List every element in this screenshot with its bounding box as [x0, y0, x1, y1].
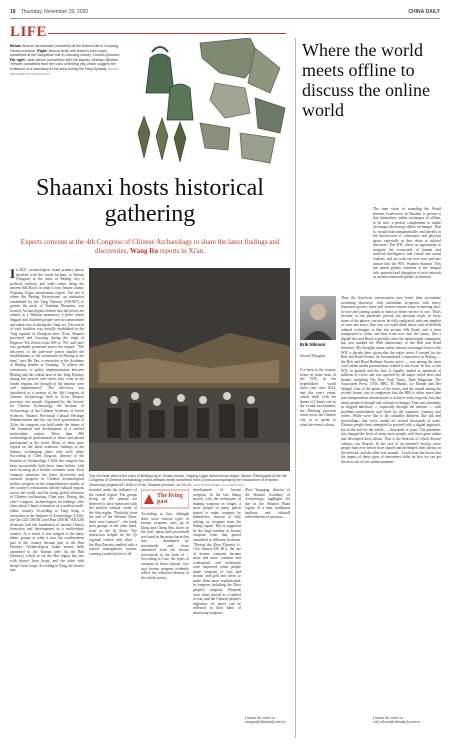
opinion-contact: Contact the writer at erik_nilsson@chinadaily.com.cn — [373, 716, 421, 725]
deck-text: Experts convene at the 4th Congress of Chinese Archaeology to share the latest findings and discoveries, — [20, 238, 280, 255]
article-headline: Shaanxi hosts historical gathering — [36, 175, 264, 227]
section-title: LIFE — [10, 24, 48, 40]
section-rule — [48, 33, 286, 34]
author-column-name: Second Thoughts — [300, 354, 325, 358]
article-column-2: revealed under the influence of the central region. The groups living on the plateau are believed to have interacted with the sinified cultural center of the Shu region. "Probably from the end of the Western Zhou, there were contacts"... the lands such groups, in the other hand, lived at the Qi River, The interaction helped tie the Qi regional culture with other ... the Han Dynasty enabled with a central management system, creating a unified state of all. — [89, 488, 137, 556]
caption-label-right: Right: — [37, 48, 48, 53]
jade-pieces-icon — [200, 38, 285, 163]
caption-label-below: Below: — [10, 44, 22, 48]
page-number: 18 — [10, 9, 16, 15]
artifact-caption — [10, 44, 122, 76]
living-past-label: The living past — [157, 493, 183, 505]
caption-text-far-right: Jade pieces (unearthed with the swords Jiezhao) (Bintian Temple) unearthed from the ruins of Beiting city, which suggest the existence of a sanctuary in the area during the Tang Dynasty. — [10, 57, 118, 71]
opinion-headline: Where the world meets offline to discuss the online world — [302, 40, 430, 120]
photo-caption — [89, 474, 289, 487]
column-divider — [295, 38, 296, 738]
deck-suffix: reports in Xi'an. — [159, 247, 205, 255]
issue-date: Thursday, November 19, 2020 — [20, 9, 89, 15]
opinion-left-text: I've been to the country fronts in some form of the WIC in the hyperlinked world every year since 2014, and this year's event, which dealt with the theme of China's role in the virtual environment, the Zhejiang province resort town, the Chinese city, so to speak, to what the event is about. — [300, 368, 336, 427]
photo-caption-text: Top: An Eshe view of the ruins of Beiting city in Jimsar county, Xinjiang Uygur autonomous region. Above: Participants of the 4th Congress of Chinese Archaeology check artifacts newly unearthed from a tomb accompanying the mausoleum of Emperor Zhaozong (reigned 627-649) in Xi'an, Shaanxi province, on Oct 21. — [89, 474, 287, 487]
caption-text-below: Bronze arrowheads unearthed at the Bolinui site in Luoyang, Henan province. — [10, 44, 120, 53]
article-column-3: According to Guo, although there were various types of bronze weapons, axes, ge in Dong and Cheng Shu, those on the rival, spears and arrowheads are found in the major basin that they ... dominated by arrowheads, and those unearthed from the bronze arrowheads in the form of ... According to Guo, the types of weapons in those regions. Guo says bronze weapons evidently reflect the collective identity of the whole society. — [141, 512, 189, 580]
author-name: Erik Nilsson — [300, 342, 326, 347]
masthead: CHINA DAILY — [408, 9, 440, 15]
bronze-bells-icon — [146, 47, 193, 120]
artifacts-photo — [130, 38, 290, 168]
caption-credit: PHOTO PROVIDED TO CHINA DAILY — [10, 66, 119, 76]
article-column-1 — [10, 268, 84, 728]
author-avatar — [300, 296, 336, 340]
opinion-intro: The time value of attending the World Internet Conference in Wuzhen is proven is that themselves online exchanges of offline, to be sure, a perfect complement to online exchanges discussing offline exchanges. That is, virtual both metaphorically and literally at the intersection of cyberspace and physical space, especially as they relate to cultural discourse. The WIC offers us opportunity to navigate the crossroads of human and artificial intelligence, and virtual and actual realities, and are with our own eyes and ears unsure that the WIC Wuzhen Summit. This has meant greater attention to the integral role, potential and disruption of such network as an interconnected global civilization. — [373, 207, 441, 280]
article-column-5: Zhao Yangqing, director of the Shaanxi Academy of Archaeology, highlights the site in the Shaanxi Huan region. At a time, traditional (military and cultural) achievements of previous ... — [245, 488, 290, 520]
bronze-arrowheads-icon — [138, 116, 186, 162]
photo-caption-credit: PHOTO PROVIDED TO CHINA DAILY — [193, 482, 245, 487]
header-rule — [10, 18, 440, 19]
column-1-text: n 2021, archaeologists found primary pieces (marked with the words ba-han), at Beitian (Ningxia) at the ruins of Beiting city, a political, military and trade center along the ancient Silk Road, in what is now Jimsar county, Xinjiang Uygur autonomous region. The site is where the Beiting Protectorate, an institution established by the Tang Dynasty (618-907) to govern the north of Tianshan Mountain, was located. Archaeologists believe that the pieces are related to a Bethian monastery, a place where beggars and disabled people were accommodated and taken care of during the Tang era. The source of such facilities was initially established in the Tang capitals of Chang'an (now Xi'an, Shaanxi province) and Luoyang during the reign of Emperor Wu Zetian from 690 to 705, and later was gradually promoted across the empire. "The discovery of the jade-ware pieces implies the establishment of the sanctuaries in Beiting at the time," says Hu Yan, a researcher at the Academy of Beiting Studies in Xinjiang. "It reflects the consistency of policy implementation between Beiting and the central area of the Tang Dynasty during this period, and shows that, even in the border regions, the thought of the dynasty were well implemented." The discovery was introduced at a session of the 4th Congress of Chinese Archaeology held in Xi'an, Shaanxi province, last month. Organized by the Society for Chinese Archaeology, the Institute of Archaeology of the Chinese Academy of Social Sciences, Shaanxi Provincial Cultural Heritage Administration and the city level government of Xi'an, the congress was held under the theme of 'the formation and development of a unified multi-ethnic nation'. More than 800 archaeological professionals at home and abroad participated in the event. Many of them gave reports on the latest academic findings in the themes, exchanging ideas with each other. According to Chen Xingcan, director of the Institute of Archaeology, CASS, the congress has been successfully held three times before, with each focusing on a frontier academic issue. Each congress witnesses the latest discoveries and research progress in Chinese archaeological studies, progress in the comprehensive studies of the country's civilizations and the cultural regions across the world, and the rising global influence of Chinese civilizations, Chen says. During this year's congress, archaeologists on findings offer clues about China's formation as a unified multi-ethnic country. According to Tang Song, a researcher at the Institute of Archaeology, CASS, the Qin (221-206 BC) and Han (206 BC-AD 220) dynasties laid the foundation of ancient China's formation and development as a multi-ethnic country. As a result, it was integral to the many ethnic groups in what is now the southwestern part of the country became part of the Han Dynasty. Archaeologists found bronze bells unearthed in the Yunnan stele (in the Han Dynasty), which as for the Shu region but also with sheep's horn loops, and the other with sheep's horn loops. According to Yang, the former was — [10, 268, 84, 573]
caption-label-far-right: Far right: — [10, 57, 26, 62]
article-deck — [20, 238, 280, 256]
beiting-ruins-photo — [89, 268, 290, 471]
opinion-body: Thus the first-born conversation sees fewer than ten-minute streaming discourse, with unfamiliar in-person, with heavy formative powers, there will forever remain value to meeting face-to-face and joining hands to hand in better service to one. That's because, as the pandemic proved, the personal touch, in every sense of the phrase, can never be fully replicated, with any number of ones and zeros. One way we could think about such in-theflesh cultural exchanges is like the ancient Silk Road, and it were transported to today and thus from now into the future, like a digital-first and Road, especially since the international community has just marked the 80th anniversary of the Belt and Road initiative. My thoughts about online cultural exchanges back to the WIC a decade later, given that the entire series I created for the Belt and Road Forum for International Cooperation in Beijing — the Belt and Road Bedtime Stories series — was among the most viral online media presentations related to the event. In fact, as the WIC in general and the first. It equally ranked as hundreds of millions of views and was upvoted by all major world news and brands, including The New York Times, Time Magazine, The Associated Press, CNN, BBC, El Mundo, Le Monde and Der Spiegel. One of the points of the series, and the sequel during the second forum, was to emphasize that the BRI is about more than just transportation infrastructure to achieve trade in goods, but also about people-to-people and cultural exchanges. That was ultimately its biggest takeaway — especially through the internet — with problems immediately and fixed for the countries, currency and others. While we're like to all culturally different, like silk and proceedings, that we've traded for several thousands of years. Chinese people have attempted to proceed with a digital approach, but in the end for the whole — thousands of years. The pandemic has changed the lives of many more people, who have gone online and developed their talents. That is the bedrock of which diverse cultures can flourish. In the case of an internet's history, more people than ever before have shared and developed their talents on the network, and the other way around... I took from the lesson that the impact of these types of encounters shifts on how we can get the most out of our online moments. — [341, 296, 441, 464]
drop-cap: I — [10, 268, 16, 281]
deck-byline: Wang Ru — [130, 247, 159, 255]
article-contact: Contact the writer at wangru@chinadaily.com.cn — [245, 716, 286, 725]
the-living-past-logo — [141, 488, 189, 510]
article-column-4: development of bronze weapons. In the late Shang period, with the techniques of making weapons as longer, a more people in many places started to make weapons by themselves. Instead of only relying on weapons from the Shang capital. This is supported by the huge number of bronze weapons from that period unearthed in different locations. "During the Zhou Dynasty (c. 11th century-256 BC), the use of bronze weapons became more and more common and widespread, and techniques were improved when people made weapons of iron and bronze, and gold and silver, to make them more sophisticated, in weapons including the Zhou people's weapons. Weapons were often viewed as a symbol of war, and the Chinese people's eagerness for peace can be reflected in their habit of destroying weapons. — [193, 488, 241, 615]
caption-text-right: Bronze bells with sheep's horn loops unearthed at the Nanyishan site in Lancang county, Yunnan province. — [10, 48, 121, 58]
